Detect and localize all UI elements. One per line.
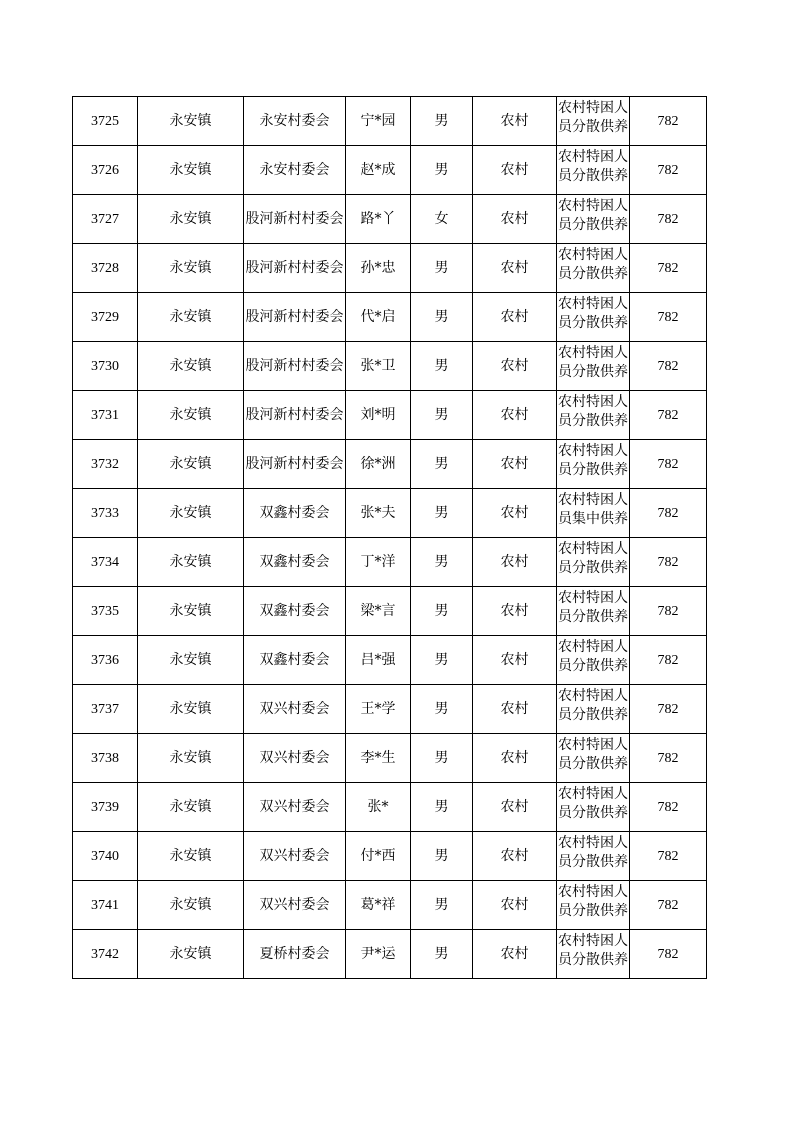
cell-serial-number: 3739 (73, 783, 138, 832)
cell-person-name: 张* (346, 783, 411, 832)
cell-gender: 男 (411, 636, 473, 685)
cell-support-type (557, 146, 630, 195)
cell-village-committee: 永安村委会 (244, 146, 346, 195)
cell-village-committee: 双鑫村委会 (244, 587, 346, 636)
data-table-container (72, 96, 707, 979)
cell-serial-number: 3734 (73, 538, 138, 587)
cell-gender: 男 (411, 146, 473, 195)
table-row (73, 587, 707, 636)
cell-amount: 782 (630, 342, 707, 391)
cell-area-type: 农村 (473, 734, 557, 783)
support-type-text: 农村特困人员分散供养 (558, 737, 628, 772)
cell-person-name: 徐*洲 (346, 440, 411, 489)
support-type-text: 农村特困人员分散供养 (558, 149, 628, 184)
cell-area-type: 农村 (473, 195, 557, 244)
cell-amount: 782 (630, 538, 707, 587)
support-type-text: 农村特困人员分散供养 (558, 394, 628, 429)
support-type-text: 农村特困人员分散供养 (558, 590, 628, 625)
cell-village-committee: 股河新村村委会 (244, 195, 346, 244)
cell-village-committee: 双兴村委会 (244, 734, 346, 783)
cell-amount: 782 (630, 685, 707, 734)
cell-amount: 782 (630, 146, 707, 195)
cell-town: 永安镇 (138, 195, 244, 244)
support-type-text: 农村特困人员分散供养 (558, 786, 628, 821)
cell-serial-number: 3740 (73, 832, 138, 881)
cell-serial-number: 3729 (73, 293, 138, 342)
cell-person-name: 王*学 (346, 685, 411, 734)
cell-amount: 782 (630, 391, 707, 440)
cell-village-committee: 永安村委会 (244, 97, 346, 146)
table-row (73, 146, 707, 195)
cell-area-type: 农村 (473, 587, 557, 636)
table-row (73, 734, 707, 783)
cell-area-type: 农村 (473, 685, 557, 734)
cell-person-name: 梁*言 (346, 587, 411, 636)
cell-gender: 男 (411, 244, 473, 293)
cell-gender: 男 (411, 587, 473, 636)
cell-town: 永安镇 (138, 636, 244, 685)
cell-amount: 782 (630, 832, 707, 881)
cell-amount: 782 (630, 195, 707, 244)
cell-town: 永安镇 (138, 881, 244, 930)
cell-support-type (557, 832, 630, 881)
cell-gender: 女 (411, 195, 473, 244)
cell-village-committee: 双鑫村委会 (244, 636, 346, 685)
table-row (73, 489, 707, 538)
cell-serial-number: 3731 (73, 391, 138, 440)
table-row (73, 881, 707, 930)
cell-amount: 782 (630, 244, 707, 293)
cell-town: 永安镇 (138, 783, 244, 832)
table-row (73, 538, 707, 587)
cell-area-type: 农村 (473, 146, 557, 195)
cell-town: 永安镇 (138, 440, 244, 489)
cell-serial-number: 3728 (73, 244, 138, 293)
cell-support-type (557, 734, 630, 783)
data-table (72, 96, 707, 979)
cell-serial-number: 3733 (73, 489, 138, 538)
cell-gender: 男 (411, 342, 473, 391)
cell-town: 永安镇 (138, 587, 244, 636)
cell-amount: 782 (630, 636, 707, 685)
cell-town: 永安镇 (138, 489, 244, 538)
cell-village-committee: 双兴村委会 (244, 685, 346, 734)
cell-serial-number: 3738 (73, 734, 138, 783)
cell-support-type (557, 930, 630, 979)
cell-support-type (557, 489, 630, 538)
cell-person-name: 赵*成 (346, 146, 411, 195)
cell-person-name: 张*夫 (346, 489, 411, 538)
support-type-text: 农村特困人员分散供养 (558, 884, 628, 919)
cell-person-name: 代*启 (346, 293, 411, 342)
support-type-text: 农村特困人员分散供养 (558, 100, 628, 135)
cell-support-type (557, 783, 630, 832)
cell-support-type (557, 685, 630, 734)
cell-area-type: 农村 (473, 244, 557, 293)
cell-town: 永安镇 (138, 97, 244, 146)
cell-person-name: 刘*明 (346, 391, 411, 440)
cell-support-type (557, 636, 630, 685)
cell-support-type (557, 293, 630, 342)
cell-person-name: 路*丫 (346, 195, 411, 244)
cell-person-name: 尹*运 (346, 930, 411, 979)
cell-support-type (557, 97, 630, 146)
cell-serial-number: 3725 (73, 97, 138, 146)
cell-gender: 男 (411, 538, 473, 587)
cell-amount: 782 (630, 930, 707, 979)
cell-gender: 男 (411, 881, 473, 930)
cell-village-committee: 夏桥村委会 (244, 930, 346, 979)
cell-amount: 782 (630, 440, 707, 489)
cell-gender: 男 (411, 489, 473, 538)
support-type-text: 农村特困人员分散供养 (558, 639, 628, 674)
cell-serial-number: 3737 (73, 685, 138, 734)
cell-person-name: 宁*园 (346, 97, 411, 146)
table-row (73, 930, 707, 979)
cell-village-committee: 股河新村村委会 (244, 342, 346, 391)
table-row (73, 97, 707, 146)
cell-amount: 782 (630, 489, 707, 538)
cell-support-type (557, 195, 630, 244)
table-row (73, 244, 707, 293)
cell-village-committee: 双兴村委会 (244, 783, 346, 832)
cell-gender: 男 (411, 97, 473, 146)
table-row (73, 342, 707, 391)
cell-town: 永安镇 (138, 391, 244, 440)
cell-gender: 男 (411, 293, 473, 342)
support-type-text: 农村特困人员分散供养 (558, 688, 628, 723)
cell-town: 永安镇 (138, 930, 244, 979)
cell-village-committee: 股河新村村委会 (244, 440, 346, 489)
cell-amount: 782 (630, 97, 707, 146)
cell-village-committee: 股河新村村委会 (244, 293, 346, 342)
cell-town: 永安镇 (138, 293, 244, 342)
cell-person-name: 吕*强 (346, 636, 411, 685)
cell-area-type: 农村 (473, 391, 557, 440)
cell-person-name: 孙*忠 (346, 244, 411, 293)
cell-serial-number: 3735 (73, 587, 138, 636)
cell-support-type (557, 342, 630, 391)
cell-support-type (557, 538, 630, 587)
cell-town: 永安镇 (138, 538, 244, 587)
table-row (73, 440, 707, 489)
cell-gender: 男 (411, 783, 473, 832)
cell-person-name: 李*生 (346, 734, 411, 783)
cell-amount: 782 (630, 293, 707, 342)
cell-support-type (557, 881, 630, 930)
cell-gender: 男 (411, 685, 473, 734)
cell-amount: 782 (630, 783, 707, 832)
support-type-text: 农村特困人员分散供养 (558, 541, 628, 576)
support-type-text: 农村特困人员分散供养 (558, 933, 628, 968)
cell-support-type (557, 391, 630, 440)
cell-amount: 782 (630, 587, 707, 636)
cell-area-type: 农村 (473, 930, 557, 979)
cell-support-type (557, 587, 630, 636)
cell-serial-number: 3726 (73, 146, 138, 195)
cell-area-type: 农村 (473, 97, 557, 146)
table-body (73, 97, 707, 979)
cell-amount: 782 (630, 881, 707, 930)
support-type-text: 农村特困人员分散供养 (558, 296, 628, 331)
cell-gender: 男 (411, 440, 473, 489)
cell-area-type: 农村 (473, 636, 557, 685)
cell-support-type (557, 244, 630, 293)
cell-area-type: 农村 (473, 538, 557, 587)
cell-village-committee: 股河新村村委会 (244, 391, 346, 440)
cell-serial-number: 3730 (73, 342, 138, 391)
cell-serial-number: 3732 (73, 440, 138, 489)
cell-village-committee: 双兴村委会 (244, 832, 346, 881)
cell-gender: 男 (411, 391, 473, 440)
cell-serial-number: 3741 (73, 881, 138, 930)
cell-town: 永安镇 (138, 832, 244, 881)
cell-village-committee: 股河新村村委会 (244, 244, 346, 293)
cell-area-type: 农村 (473, 342, 557, 391)
cell-serial-number: 3742 (73, 930, 138, 979)
cell-gender: 男 (411, 930, 473, 979)
cell-gender: 男 (411, 734, 473, 783)
cell-village-committee: 双兴村委会 (244, 881, 346, 930)
support-type-text: 农村特困人员分散供养 (558, 345, 628, 380)
cell-village-committee: 双鑫村委会 (244, 489, 346, 538)
table-row (73, 636, 707, 685)
cell-person-name: 付*西 (346, 832, 411, 881)
support-type-text: 农村特困人员分散供养 (558, 443, 628, 478)
table-row (73, 832, 707, 881)
cell-town: 永安镇 (138, 146, 244, 195)
cell-town: 永安镇 (138, 734, 244, 783)
cell-gender: 男 (411, 832, 473, 881)
support-type-text: 农村特困人员分散供养 (558, 835, 628, 870)
cell-town: 永安镇 (138, 342, 244, 391)
cell-village-committee: 双鑫村委会 (244, 538, 346, 587)
cell-person-name: 丁*洋 (346, 538, 411, 587)
table-row (73, 783, 707, 832)
support-type-text: 农村特困人员分散供养 (558, 198, 628, 233)
cell-area-type: 农村 (473, 293, 557, 342)
cell-area-type: 农村 (473, 489, 557, 538)
cell-area-type: 农村 (473, 832, 557, 881)
cell-town: 永安镇 (138, 244, 244, 293)
cell-serial-number: 3727 (73, 195, 138, 244)
cell-town: 永安镇 (138, 685, 244, 734)
table-row (73, 391, 707, 440)
cell-serial-number: 3736 (73, 636, 138, 685)
cell-area-type: 农村 (473, 440, 557, 489)
table-row (73, 685, 707, 734)
cell-area-type: 农村 (473, 783, 557, 832)
table-row (73, 195, 707, 244)
support-type-text: 农村特困人员分散供养 (558, 247, 628, 282)
cell-area-type: 农村 (473, 881, 557, 930)
support-type-text: 农村特困人员集中供养 (558, 492, 628, 527)
cell-person-name: 葛*祥 (346, 881, 411, 930)
cell-support-type (557, 440, 630, 489)
table-row (73, 293, 707, 342)
cell-person-name: 张*卫 (346, 342, 411, 391)
cell-amount: 782 (630, 734, 707, 783)
